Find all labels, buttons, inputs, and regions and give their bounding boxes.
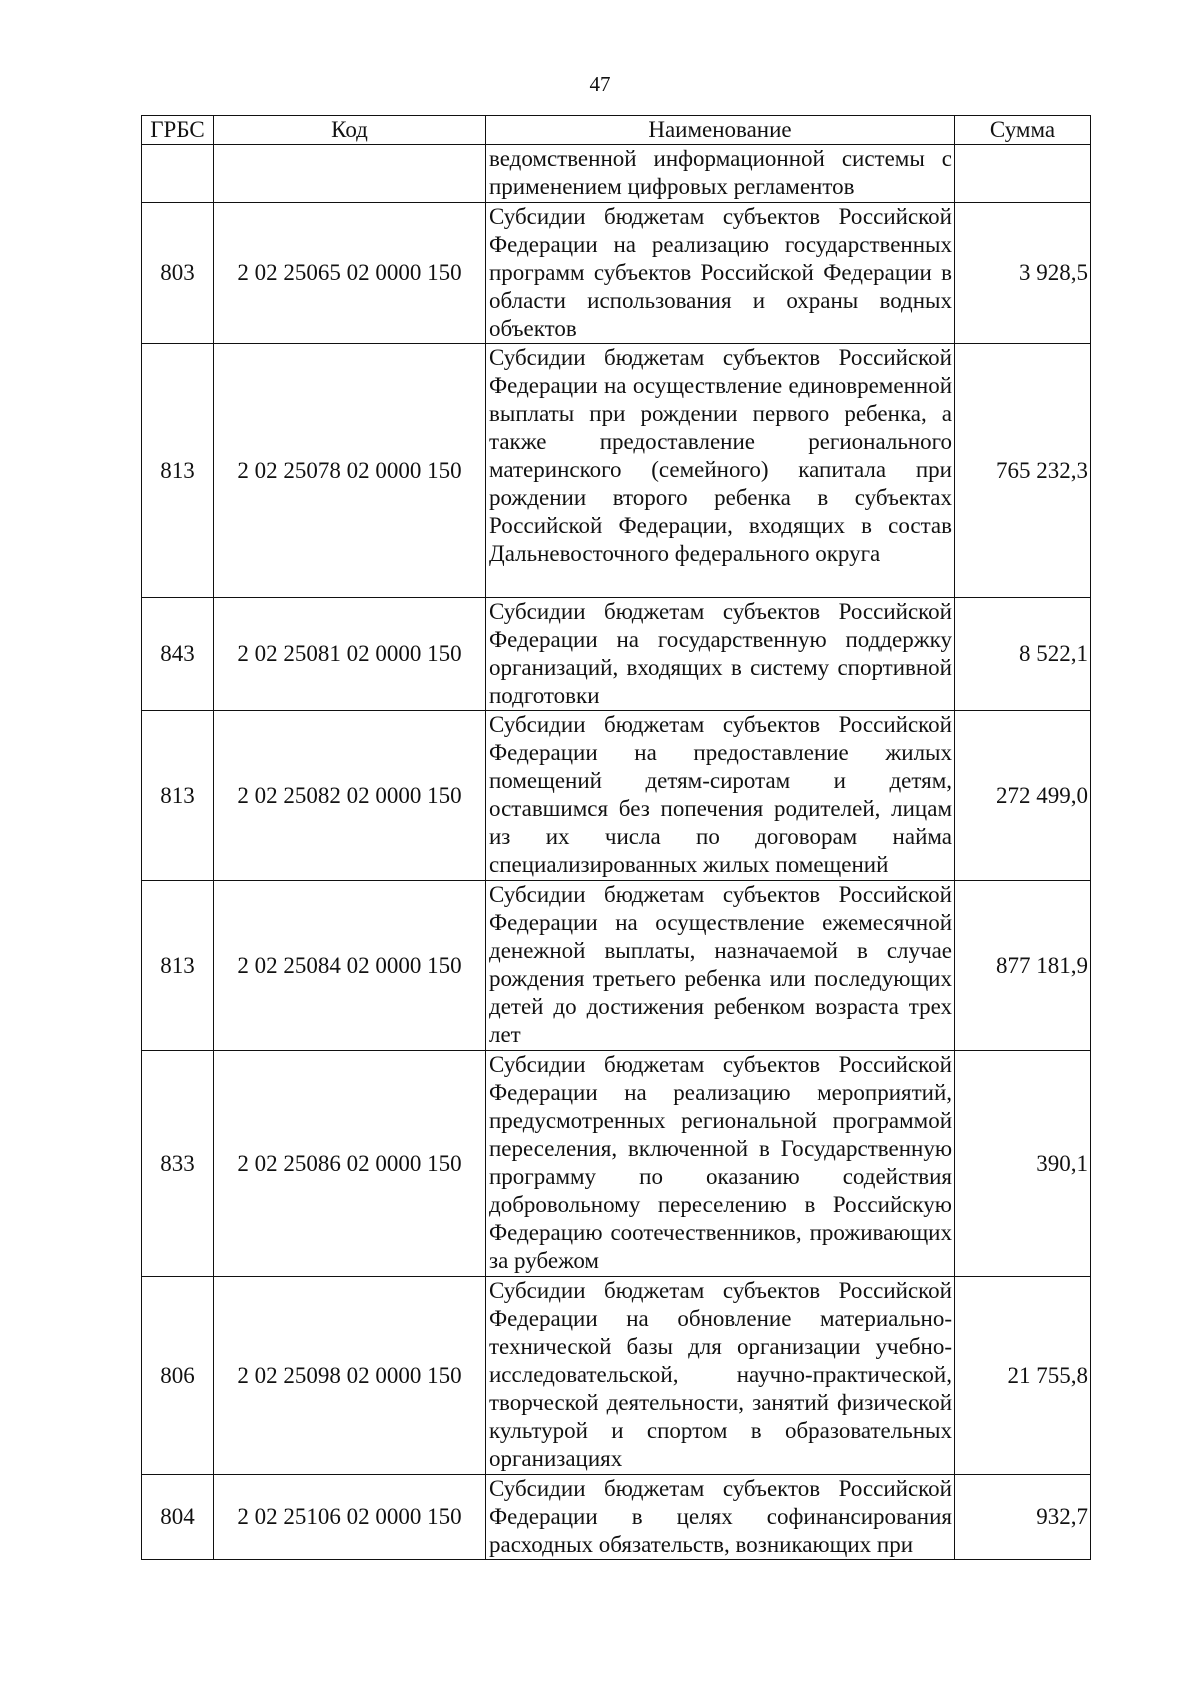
budget-table	[141, 115, 1091, 1560]
cell-sum	[955, 145, 1091, 203]
cell-grbs: 803	[142, 203, 214, 344]
cell-grbs	[142, 145, 214, 203]
cell-name: Субсидии бюджетам субъектов Российской Федерации на осуществление единовременной выплаты при рождении первого ребенка, а также предоставление регионального материнского (семейного) капитала при рождении второго ребенка в субъектах Российской Федерации, входящих в состав Дальневосточного федерального округа	[486, 344, 955, 598]
cell-grbs: 813	[142, 881, 214, 1051]
cell-grbs: 833	[142, 1051, 214, 1277]
cell-code: 2 02 25086 02 0000 150	[214, 1051, 486, 1277]
cell-grbs: 804	[142, 1475, 214, 1560]
table-row	[142, 1277, 1091, 1475]
page-number: 47	[589, 72, 611, 96]
cell-name: Субсидии бюджетам субъектов Российской Федерации на предоставление жилых помещений детям-сиротам и детям, оставшимся без попечения родителей, лицам из их числа по договорам найма специализированных жилых помещений	[486, 711, 955, 881]
header-sum: Сумма	[955, 116, 1091, 145]
cell-grbs: 813	[142, 711, 214, 881]
cell-code: 2 02 25098 02 0000 150	[214, 1277, 486, 1475]
cell-grbs: 813	[142, 344, 214, 598]
cell-code: 2 02 25082 02 0000 150	[214, 711, 486, 881]
cell-name: Субсидии бюджетам субъектов Российской Федерации на осуществление ежемесячной денежной выплаты, назначаемой в случае рождения третьего ребенка или последующих детей до достижения ребенком возраста трех лет	[486, 881, 955, 1051]
cell-code: 2 02 25081 02 0000 150	[214, 598, 486, 711]
cell-sum: 390,1	[955, 1051, 1091, 1277]
table-row	[142, 1475, 1091, 1560]
table-row	[142, 881, 1091, 1051]
table-row	[142, 344, 1091, 598]
cell-sum: 3 928,5	[955, 203, 1091, 344]
table-row	[142, 203, 1091, 344]
cell-code: 2 02 25106 02 0000 150	[214, 1475, 486, 1560]
table-row	[142, 1051, 1091, 1277]
table-header-row	[142, 116, 1091, 145]
header-name: Наименование	[486, 116, 955, 145]
cell-name: Субсидии бюджетам субъектов Российской Федерации в целях софинансирования расходных обязательств, возникающих при	[486, 1475, 955, 1560]
cell-code: 2 02 25084 02 0000 150	[214, 881, 486, 1051]
table-row	[142, 711, 1091, 881]
cell-sum: 8 522,1	[955, 598, 1091, 711]
cell-sum: 877 181,9	[955, 881, 1091, 1051]
cell-sum: 272 499,0	[955, 711, 1091, 881]
cell-grbs: 843	[142, 598, 214, 711]
cell-code: 2 02 25078 02 0000 150	[214, 344, 486, 598]
cell-name: Субсидии бюджетам субъектов Российской Федерации на государственную поддержку организаций, входящих в систему спортивной подготовки	[486, 598, 955, 711]
cell-code: 2 02 25065 02 0000 150	[214, 203, 486, 344]
header-code: Код	[214, 116, 486, 145]
cell-code	[214, 145, 486, 203]
cell-name: Субсидии бюджетам субъектов Российской Федерации на реализацию мероприятий, предусмотренных региональной программой переселения, включенной в Государственную программу по оказанию содействия добровольному переселению в Российскую Федерацию соотечественников, проживающих за рубежом	[486, 1051, 955, 1277]
header-grbs: ГРБС	[142, 116, 214, 145]
cell-name: ведомственной информационной системы с применением цифровых регламентов	[486, 145, 955, 203]
table-row	[142, 598, 1091, 711]
cell-sum: 932,7	[955, 1475, 1091, 1560]
cell-sum: 765 232,3	[955, 344, 1091, 598]
table-row	[142, 145, 1091, 203]
cell-name: Субсидии бюджетам субъектов Российской Федерации на обновление материально-технической базы для организации учебно-исследовательской, научно-практической, творческой деятельности, занятий физической культурой и спортом в образовательных организациях	[486, 1277, 955, 1475]
cell-name: Субсидии бюджетам субъектов Российской Федерации на реализацию государственных программ субъектов Российской Федерации в области использования и охраны водных объектов	[486, 203, 955, 344]
cell-sum: 21 755,8	[955, 1277, 1091, 1475]
cell-grbs: 806	[142, 1277, 214, 1475]
